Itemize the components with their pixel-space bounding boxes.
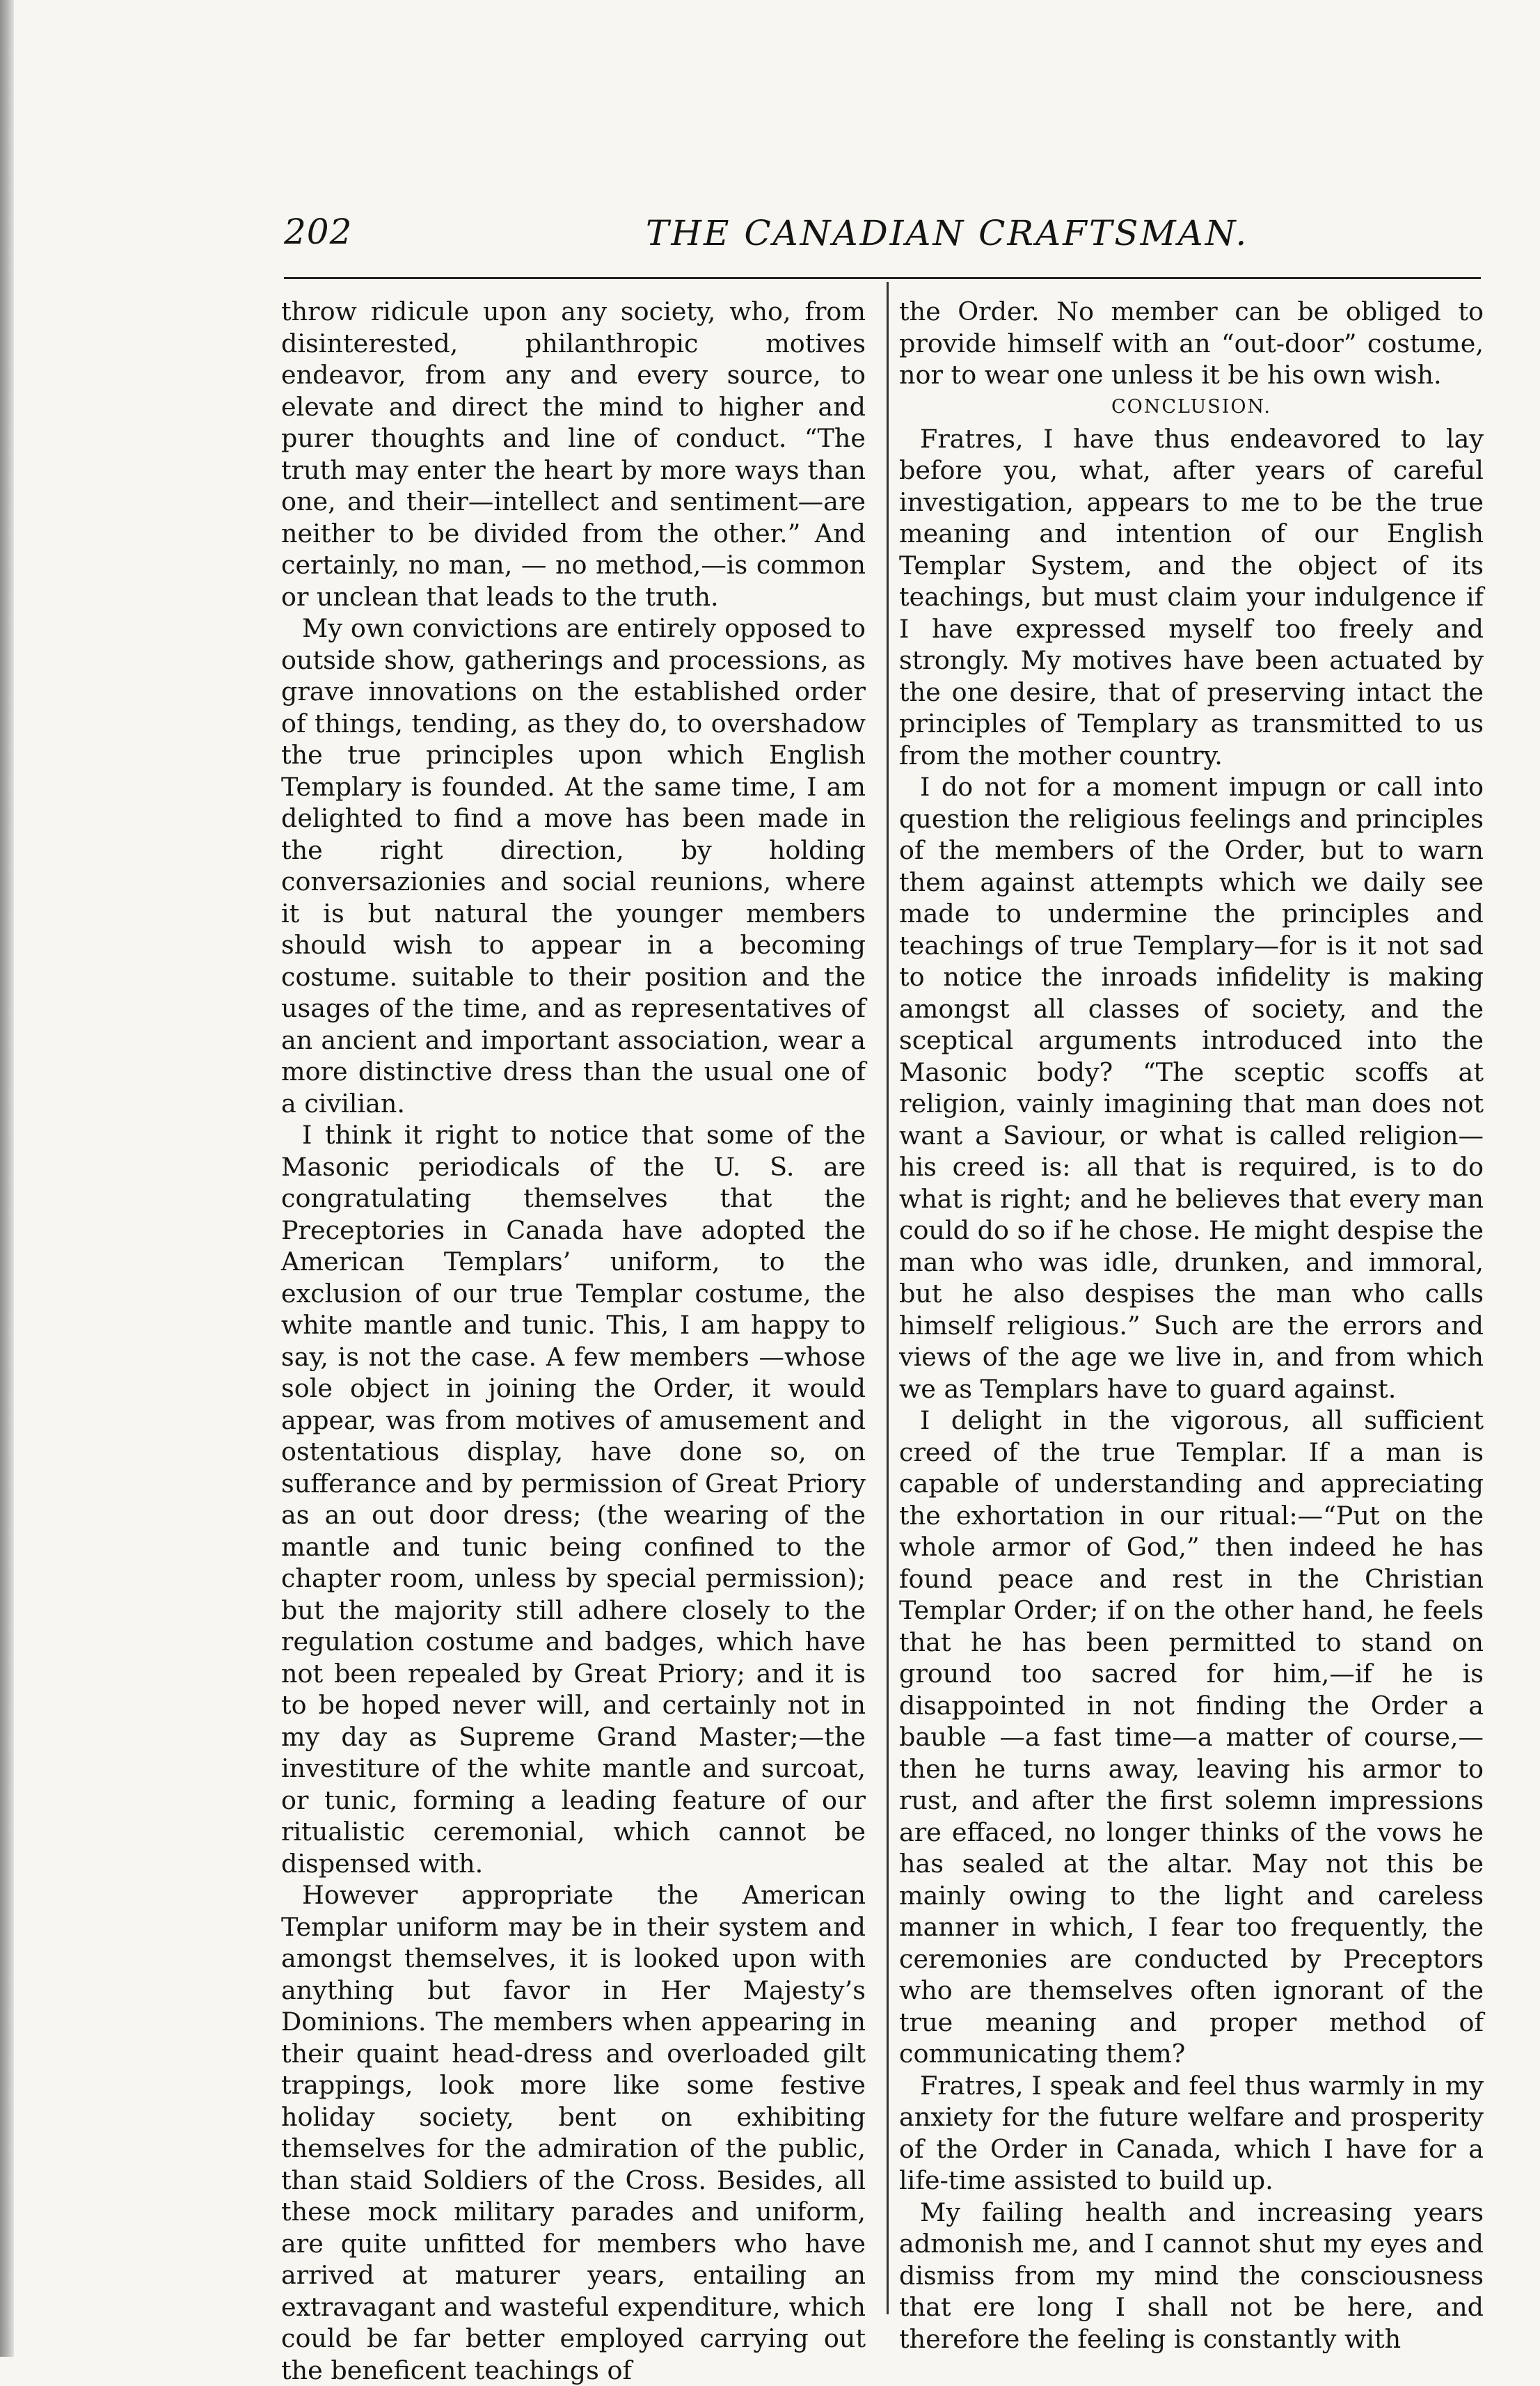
right-paragraph-2: I do not for a moment impugn or call into question the religious feelings and principles of the members of the Order, but to warn them against attempts which we daily see made to undermine the principles and teachings of true Templary—for is it not sad to notice the inroads infidelity is making amongst all classes of society, and the sceptical arguments introduced into the Masonic body? “The sceptic scoffs at religion, vainly imagining that man does not want a Saviour, or what is called religion—his creed is: all that is required, is to do what is right; and he believes that every man could do so if he chose. He might despise the man who was idle, drunken, and immoral, but he also despises the man who calls himself religious.” Such are the errors and views of the age we live in, and from which we as Templars have to guard against. [899,772,1484,1404]
right-paragraph-1: Fratres, I have thus endeavored to lay before you, what, after years of careful investigation, appears to me to be the true meaning and intention of our English Templar System, and the object of its teachings, but must claim your indulgence if I have expressed myself too freely and strongly. My motives have been actuated by the one desire, that of preserving intact the principles of Templary as transmitted to us from the mother country. [899,423,1484,771]
left-paragraph-3: I think it right to notice that some of the Masonic periodicals of the U. S. are congratulating themselves that the Preceptories in Canada have adopted the American Templars’ uniform, to the exclusion of our true Templar costume, the white mantle and tunic. This, I am happy to say, is not the case. A few members —whose sole object in joining the Order, it would appear, was from motives of amusement and ostentatious display, have done so, on sufferance and by permission of Great Priory as an out door dress; (the wearing of the mantle and tunic being confined to the chapter room, unless by special permission); but the majority still adhere closely to the regulation costume and badges, which have not been repealed by Great Priory; and it is to be hoped never will, and certainly not in my day as Supreme Grand Master;—the investiture of the white mantle and surcoat, or tunic, forming a leading feature of our ritualistic ceremonial, which cannot be dispensed with. [281,1120,866,1879]
header-rule [284,277,1481,279]
page-binding-edge [0,0,14,2357]
section-heading: CONCLUSION. [1111,395,1272,418]
left-paragraph-2: My own convictions are entirely opposed to outside show, gatherings and processions, as grave innovations on the established order of things, tending, as they do, to overshadow the true principles upon which English Templary is founded. At the same time, I am delighted to find a move has been made in the right direction, by holding conversazionies and social reunions, where it is but natural the younger members should wish to appear in a becoming costume. suitable to their position and the usages of the time, and as representatives of an ancient and important association, wear a more distinctive dress than the usual one of a civilian. [281,613,866,1119]
page-number: 202 [284,212,353,252]
left-paragraph-1: throw ridicule upon any society, who, from disinterested, philanthropic motives endeavor, from any and every source, to elevate and direct the mind to higher and purer thoughts and line of conduct. “The truth may enter the heart by more ways than one, and their—intellect and sentiment—are neither to be divided from the other.” And certainly, no man, — no method,—is common or unclean that leads to the truth. [281,297,866,612]
right-column [899,296,1484,2355]
right-paragraph-5: My failing health and increasing years admonish me, and I cannot shut my eyes and dismiss from my mind the consciousness that ere long I shall not be here, and therefore the feeling is constantly with [899,2197,1484,2354]
page-header [284,209,1481,264]
right-paragraph-3: I delight in the vigorous, all sufficient creed of the true Templar. If a man is capable of understanding and appreciating the exhortation in our ritual:—“Put on the whole armor of God,” then indeed he has found peace and rest in the Christian Templar Order; if on the other hand, he feels that he has been permitted to stand on ground too sacred for him,—if he is disappointed in not finding the Order a bauble —a fast time—a matter of course,—then he turns away, leaving his armor to rust, and after the first solemn impressions are effaced, no longer thinks of the vows he has sealed at the altar. May not this be mainly owing to the light and careless manner in which, I fear too frequently, the ceremonies are conducted by Preceptors who are themselves often ignorant of the true meaning and proper method of communicating them? [899,1405,1484,2069]
column-divider [887,282,889,2314]
left-column [281,296,866,2386]
right-intro-paragraph: the Order. No member can be obliged to provide himself with an “out-door” costume, nor to wear one unless it be his own wish. [899,297,1484,390]
running-title: THE CANADIAN CRAFTSMAN. [646,213,1249,253]
left-paragraph-4: However appropriate the American Templar uniform may be in their system and amongst themselves, it is looked upon with anything but favor in Her Majesty’s Dominions. The members when appearing in their quaint head-dress and overloaded gilt trappings, look more like some festive holiday society, bent on exhibiting themselves for the admiration of the public, than staid Soldiers of the Cross. Besides, all these mock military parades and uniform, are quite unfitted for members who have arrived at maturer years, entailing an extravagant and wasteful expenditure, which could be far better employed carrying out the beneficent teachings of [281,1880,866,2385]
right-paragraph-4: Fratres, I speak and feel thus warmly in my anxiety for the future welfare and prosperity of the Order in Canada, which I have for a life-time assisted to build up. [899,2070,1484,2195]
